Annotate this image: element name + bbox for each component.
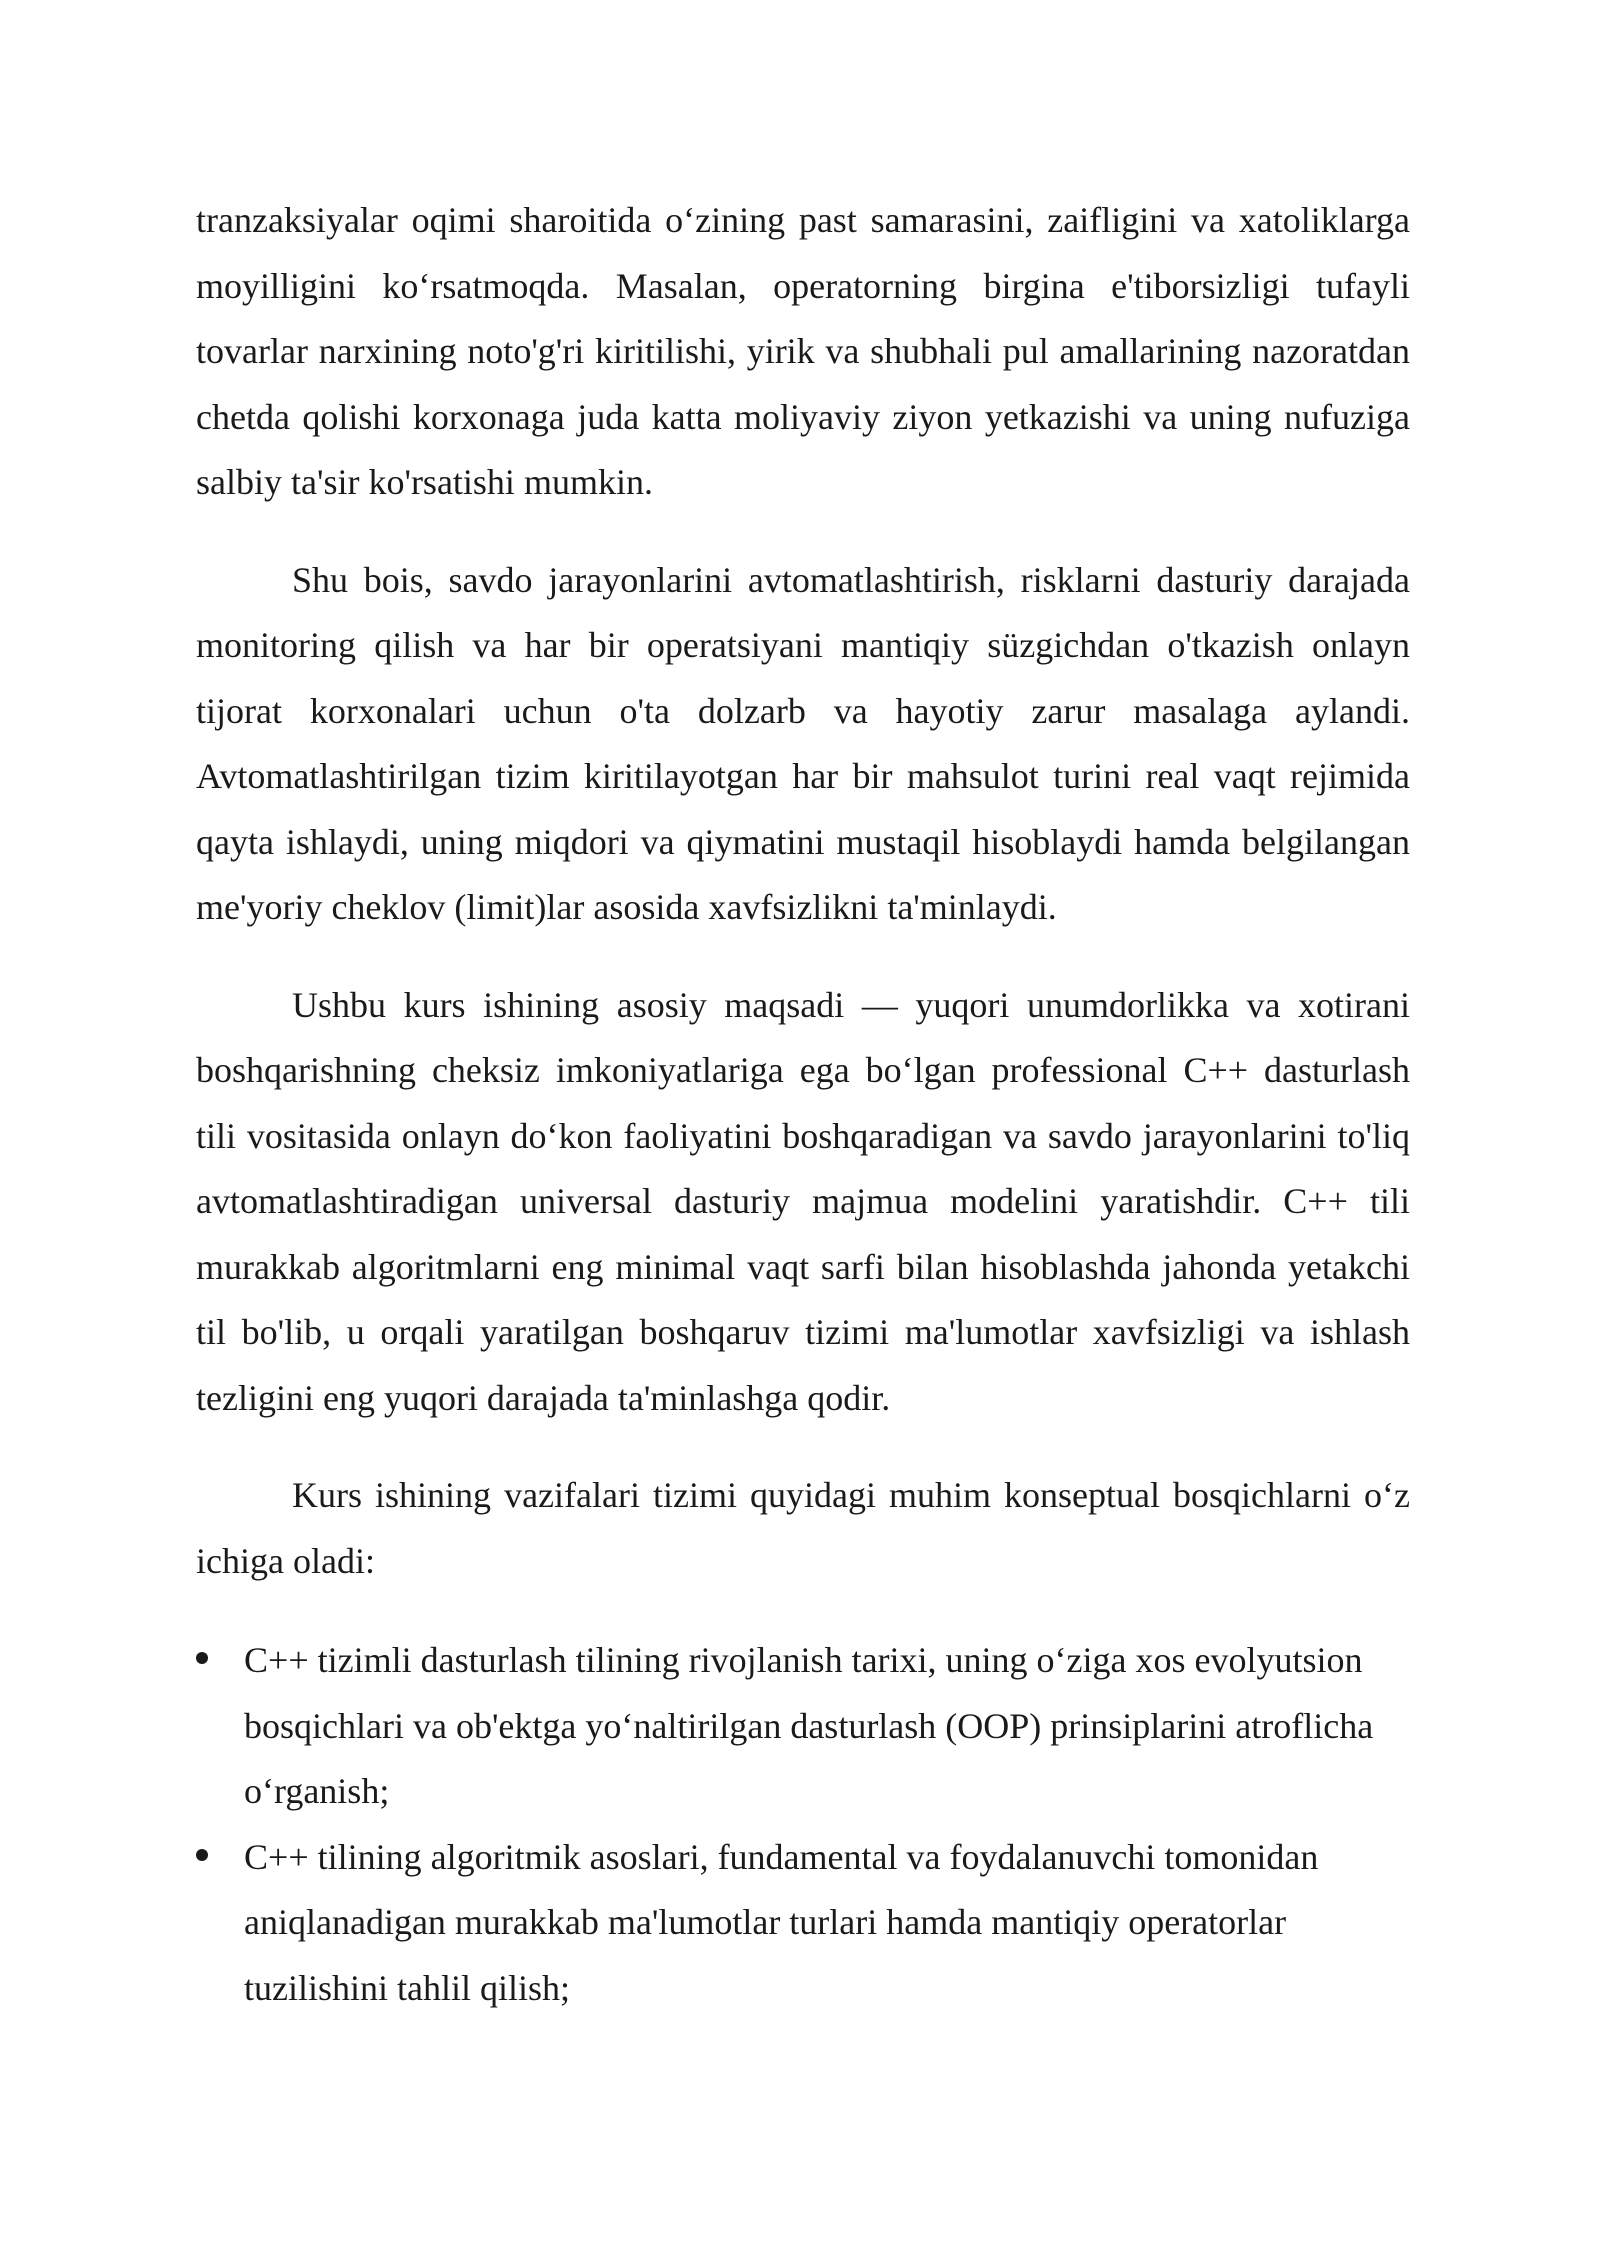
paragraph-goal: Ushbu kurs ishining asosiy maqsadi — yuqori unumdorlikka va xotirani boshqarishning cheksiz imkoniyatlariga ega bo‘lgan professional C++ dasturlash tili vositasida onlayn do‘kon faoliyatini boshqaradigan va savdo jarayonlarini to'liq avtomatlashtiradigan universal dasturiy majmua modelini yaratishdir. C++ tili murakkab algoritmlarni eng minimal vaqt sarfi bilan hisoblashda jahonda yetakchi til bo'lib, u orqali yaratilgan boshqaruv tizimi ma'lumotlar xavfsizligi va ishlash tezligini eng yuqori darajada ta'minlashga qodir. bbox=[196, 984, 1410, 1418]
bullet-icon bbox=[196, 1849, 208, 1861]
paragraph-tasks-intro: Kurs ishining vazifalari tizimi quyidagi muhim konseptual bosqichlarni o‘z ichiga oladi: bbox=[196, 1475, 1410, 1581]
list-item-text: C++ tilining algoritmik asoslari, fundamental va foydalanuvchi tomonidan aniqlanadigan murakkab ma'lumotlar turlari hamda mantiqiy operatorlar tuzilishini tahlil qilish; bbox=[244, 1836, 1319, 2008]
document-page bbox=[196, 188, 1410, 2021]
list-item bbox=[196, 1825, 1410, 2022]
bullet-icon bbox=[196, 1652, 208, 1664]
list-item-text: C++ tizimli dasturlash tilining rivojlanish tarixi, uning o‘ziga xos evolyutsion bosqichlari va ob'ektga yo‘naltirilgan dasturlash (OOP) prinsiplarini atroflicha o‘rganish; bbox=[244, 1640, 1374, 1811]
paragraph-automation: Shu bois, savdo jarayonlarini avtomatlashtirish, risklarni dasturiy darajada monitoring qilish va har bir operatsiyani mantiqiy süzgichdan o'tkazish onlayn tijorat korxonalari uchun o'ta dolzarb va hayotiy zarur masalaga aylandi. Avtomatlashtirilgan tizim kiritilayotgan har bir mahsulot turini real vaqt rejimida qayta ishlaydi, uning miqdori va qiymatini mustaqil hisoblaydi hamda belgilangan me'yoriy cheklov (limit)lar asosida xavfsizlikni ta'minlaydi. bbox=[196, 559, 1410, 927]
tasks-list bbox=[196, 1628, 1410, 2021]
list-item bbox=[196, 1628, 1410, 1825]
paragraph-continuation: tranzaksiyalar oqimi sharoitida o‘zining past samarasini, zaifligini va xatoliklarga moyilligini ko‘rsatmoqda. Masalan, operatorning birgina e'tiborsizligi tufayli tovarlar narxining noto'g'ri kiritilishi, yirik va shubhali pul amallarining nazoratdan chetda qolishi korxonaga juda katta moliyaviy ziyon yetkazishi va uning nufuziga salbiy ta'sir ko'rsatishi mumkin. bbox=[196, 200, 1410, 502]
